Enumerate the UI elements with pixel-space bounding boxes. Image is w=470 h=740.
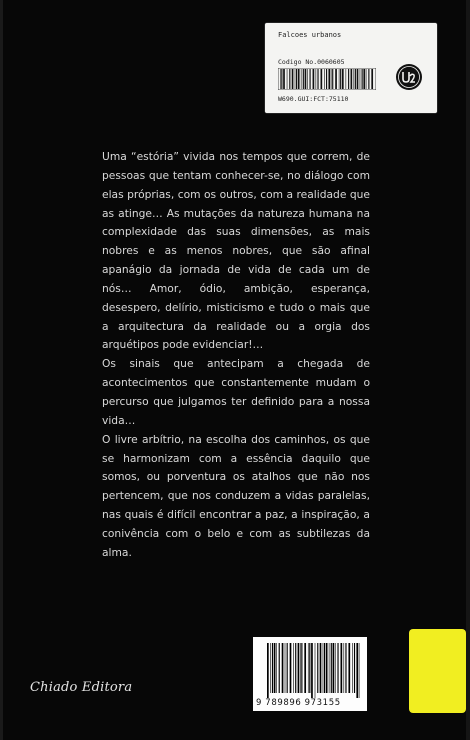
back-cover-blurb [102, 148, 370, 563]
barcode-stripe [298, 69, 300, 89]
barcode-stripe [320, 643, 322, 693]
barcode-stripe [301, 643, 302, 693]
isbn-barcode-box [253, 637, 367, 711]
barcode-stripe [326, 643, 328, 693]
barcode-stripe [285, 643, 286, 693]
barcode-stripe [362, 69, 363, 89]
barcode-stripe [371, 69, 373, 89]
barcode-stripe [341, 643, 343, 693]
barcode-stripe [331, 643, 332, 693]
barcode-stripe [333, 643, 335, 693]
barcode-stripe [354, 69, 355, 89]
barcode-stripe [282, 643, 284, 693]
barcode-stripe [316, 69, 317, 89]
library-label-title: Falcoes urbanos [278, 31, 342, 39]
barcode-stripe [323, 643, 324, 693]
barcode-stripe [337, 643, 338, 693]
barcode-stripe [340, 69, 341, 89]
barcode-stripe [346, 69, 347, 89]
barcode-stripe [272, 643, 273, 693]
barcode-stripe [348, 643, 350, 693]
barcode-stripe [335, 69, 337, 89]
barcode-stripe [295, 69, 296, 89]
barcode-stripe [290, 643, 292, 693]
barcode-stripe [360, 69, 361, 89]
barcode-stripe [342, 69, 344, 89]
barcode-stripe [305, 69, 307, 89]
barcode-stripe [276, 643, 277, 693]
barcode-stripe [313, 69, 315, 89]
barcode-stripe [351, 69, 353, 89]
barcode-stripe [287, 643, 288, 693]
blurb-paragraph: O livre arbítrio, na escolha dos caminhos, os que se harmonizam com a essência daquilo que somos, ou porventura os atalhos que não nos pertencem, que nos conduzem a vidas paralelas, nas quais é difícil encontrar a paz, a inspiração, a conivência com o belo e com as subtilezas da alma. [102, 432, 370, 559]
barcode-stripe [315, 643, 316, 698]
barcode-stripe [344, 643, 345, 693]
barcode-stripe [329, 643, 330, 693]
barcode-stripe [357, 69, 359, 89]
barcode-stripe [295, 643, 296, 693]
barcode-stripe [331, 69, 332, 89]
barcode-stripe [289, 69, 290, 89]
barcode-stripe [270, 643, 271, 693]
barcode-stripe [348, 69, 349, 89]
barcode-stripe [298, 643, 300, 693]
barcode-stripe [355, 69, 356, 89]
barcode-stripe [332, 69, 333, 89]
barcode-stripe [321, 69, 323, 89]
barcode-stripe [287, 69, 288, 89]
barcode-stripe [335, 643, 336, 693]
barcode-stripe [359, 643, 360, 698]
barcode-stripe [267, 643, 269, 698]
barcode-stripe [324, 69, 325, 89]
university-seal-icon [395, 63, 423, 91]
barcode-stripe [368, 69, 369, 89]
barcode-stripe [296, 69, 297, 89]
barcode-stripe [345, 643, 346, 693]
barcode-stripe [354, 643, 355, 693]
barcode-stripe [352, 643, 353, 693]
barcode-stripe [326, 69, 327, 89]
publisher-name: Chiado Editora [30, 680, 133, 695]
barcode-stripe [310, 69, 311, 89]
barcode-stripe [317, 69, 318, 89]
barcode-stripe [311, 643, 313, 698]
barcode-stripe [280, 69, 281, 89]
barcode-stripe [356, 643, 358, 698]
barcode-stripe [300, 643, 301, 693]
barcode-stripe [301, 69, 302, 89]
blurb-paragraph: Uma “estória” vivida nos tempos que correm, de pessoas que tentam conhecer-se, no diálogo com elas próprias, com os outros, com a realidade que as atinge… As mutações da natureza humana na complexidade das suas dimensões, as mais nobres e as menos nobres, que são afinal apanágio da jornada de vida de cada um de nós… Amor, ódio, ambição, esperança, desespero, delírio, misticismo e tudo o mais que a arquitectura da realidade ou a orgia dos arquétipos pode evidenciar!… [102, 150, 370, 352]
library-label [265, 23, 437, 113]
barcode-stripe [274, 643, 276, 693]
barcode-stripe [292, 69, 294, 89]
barcode-stripe [293, 643, 294, 693]
barcode-stripe [366, 69, 367, 89]
barcode-stripe [304, 643, 306, 693]
barcode-stripe [283, 69, 285, 89]
barcode-stripe [328, 69, 330, 89]
barcode-stripe [308, 643, 309, 693]
blurb-paragraph: Os sinais que antecipam a chegada de acontecimentos que constantemente mudam o percurso que julgamos ter definido para a nossa vida… [102, 357, 370, 427]
cover-edge-left [0, 0, 3, 740]
barcode-stripe [309, 643, 310, 693]
barcode-stripe [279, 643, 280, 693]
isbn-digits: 9 789896 973155 [256, 698, 341, 708]
barcode-stripe [307, 69, 308, 89]
barcode-stripe [363, 69, 365, 89]
barcode-stripe [324, 643, 325, 693]
yellow-sticker [409, 629, 466, 713]
barcode-stripe [317, 643, 318, 693]
barcode-stripe [281, 69, 282, 89]
library-label-code: Codigo No.0060605 [278, 58, 345, 66]
barcode-stripe [339, 69, 340, 89]
library-call-number: W690.GUI:FCT:75110 [278, 95, 349, 103]
barcode-stripe [303, 69, 304, 89]
library-barcode [278, 68, 376, 90]
isbn-barcode [265, 643, 361, 698]
cover-edge-right [466, 0, 470, 740]
